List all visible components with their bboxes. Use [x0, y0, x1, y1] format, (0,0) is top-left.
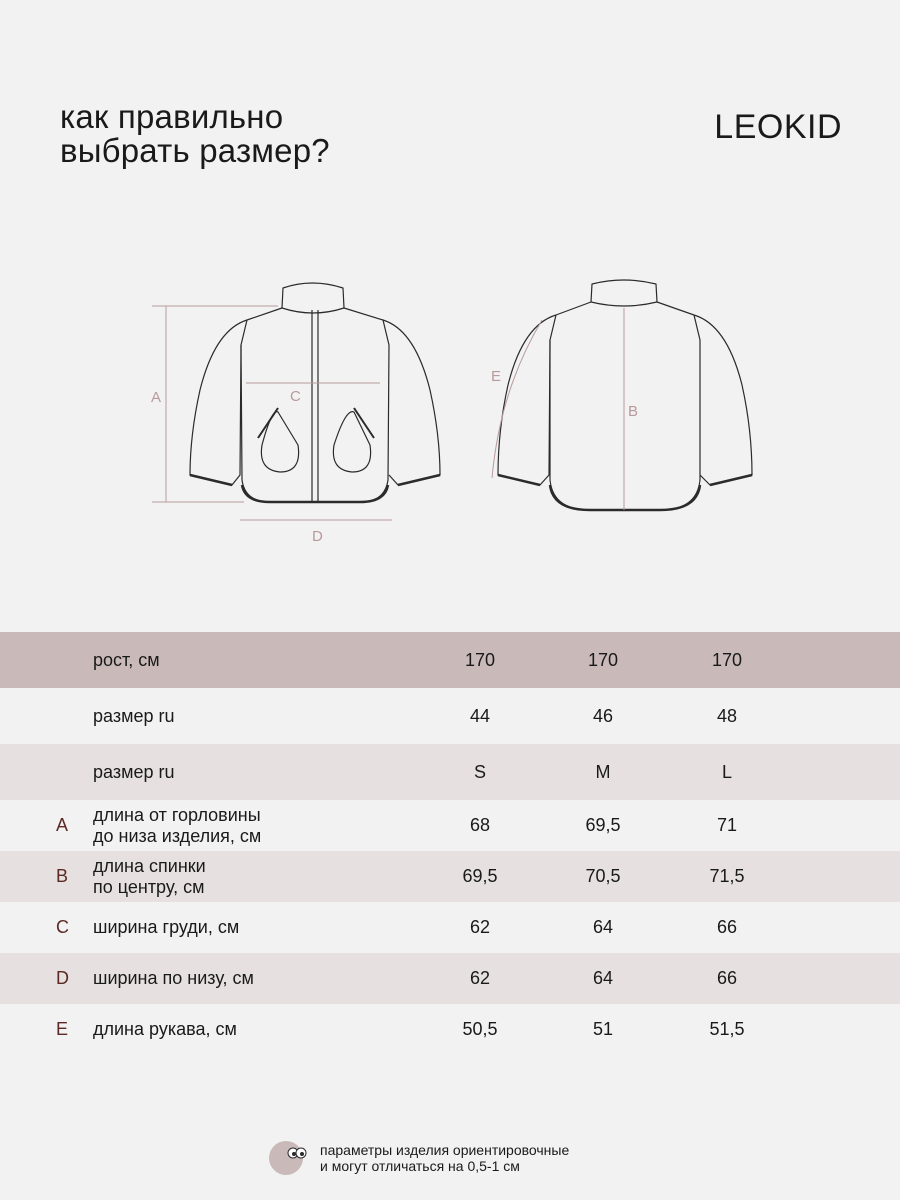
title-line-2: выбрать размер?	[60, 132, 330, 169]
jacket-diagram	[0, 270, 900, 560]
page-title	[60, 100, 330, 168]
value-cell: 46	[592, 705, 614, 726]
value-cell: 70,5	[585, 866, 621, 886]
size-table	[0, 632, 900, 1055]
row-label: длина спинки по центру, см	[93, 855, 206, 897]
table-row	[0, 851, 900, 902]
row-letter: D	[56, 968, 69, 988]
value-cell: 51	[592, 1019, 614, 1039]
value-cell: 62	[469, 968, 491, 988]
row-letter: A	[56, 815, 69, 835]
value-cell: 51,5	[709, 1019, 745, 1039]
value-cell: 66	[716, 917, 738, 937]
table-row	[0, 902, 900, 953]
brand-logo: LEOKID	[714, 108, 842, 146]
label-a: A	[151, 389, 162, 406]
note-line-1: параметры изделия ориентировочные	[320, 1142, 570, 1158]
row-label: размер ru	[93, 705, 175, 726]
value-cell: 69,5	[585, 815, 621, 835]
label-e: E	[491, 368, 502, 385]
table-row	[0, 800, 900, 851]
table-row	[0, 1004, 900, 1055]
row-label: длина рукава, см	[93, 1019, 237, 1039]
value-cell: 68	[469, 815, 491, 835]
jacket-back-icon	[498, 280, 752, 510]
row-label: рост, см	[93, 649, 160, 670]
table-row	[0, 744, 900, 800]
value-cell: 48	[716, 705, 738, 726]
value-cell: 44	[469, 705, 491, 726]
row-label: ширина груди, см	[93, 917, 240, 937]
row-letter: B	[56, 866, 69, 886]
value-cell: 170	[711, 649, 743, 670]
table-row	[0, 688, 900, 744]
value-cell: 64	[592, 917, 614, 937]
footer-note	[268, 1138, 668, 1178]
value-cell: 50,5	[462, 1019, 498, 1039]
mascot-eyes-icon	[268, 1138, 308, 1178]
front-measurements	[152, 306, 392, 520]
value-cell: 62	[469, 917, 491, 937]
row-label: ширина по низу, см	[93, 968, 254, 988]
note-text	[320, 1142, 569, 1174]
value-cell: 69,5	[462, 866, 498, 886]
value-cell: 64	[592, 968, 614, 988]
row-label: размер ru	[93, 761, 175, 782]
value-cell: M	[595, 761, 611, 782]
label-d: D	[312, 528, 323, 545]
table-row	[0, 632, 900, 688]
row-letter: C	[56, 917, 69, 937]
value-cell: S	[473, 761, 486, 782]
title-line-1: как правильно	[60, 98, 284, 135]
value-cell: L	[721, 761, 732, 782]
label-c: C	[290, 388, 301, 405]
value-cell: 71	[716, 815, 738, 835]
jacket-front-icon	[190, 283, 440, 502]
label-b: B	[628, 403, 639, 420]
note-line-2: и могут отличаться на 0,5-1 см	[320, 1158, 520, 1174]
value-cell: 170	[587, 649, 619, 670]
value-cell: 71,5	[709, 866, 745, 886]
value-cell: 66	[716, 968, 738, 988]
row-letter: E	[56, 1019, 69, 1039]
row-label: длина от горловины до низа изделия, см	[93, 804, 262, 846]
value-cell: 170	[464, 649, 496, 670]
back-measurements	[492, 308, 624, 510]
table-row	[0, 953, 900, 1004]
